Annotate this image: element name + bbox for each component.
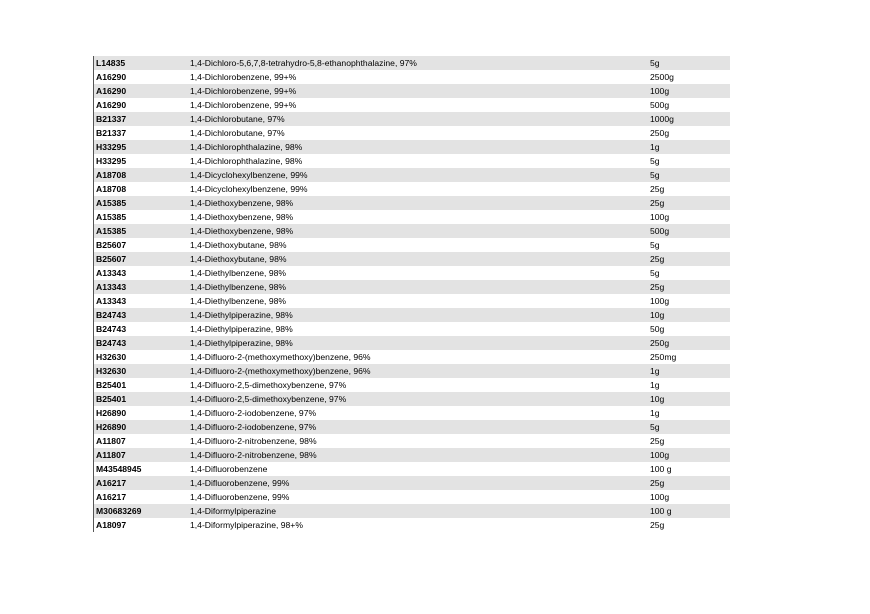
table-row bbox=[94, 476, 730, 490]
pack-size-cell: 100g bbox=[648, 448, 730, 462]
table-row bbox=[94, 378, 730, 392]
table-row bbox=[94, 112, 730, 126]
product-name-cell: 1,4-Dichlorophthalazine, 98% bbox=[188, 140, 648, 154]
product-code-cell: A18708 bbox=[94, 182, 188, 196]
product-code-cell: A16290 bbox=[94, 84, 188, 98]
pack-size-cell: 1g bbox=[648, 378, 730, 392]
table-row bbox=[94, 364, 730, 378]
product-name-cell: 1,4-Diethylbenzene, 98% bbox=[188, 294, 648, 308]
table-row bbox=[94, 392, 730, 406]
table-row bbox=[94, 490, 730, 504]
table-row bbox=[94, 504, 730, 518]
table-row bbox=[94, 168, 730, 182]
product-code-cell: B21337 bbox=[94, 112, 188, 126]
product-name-cell: 1,4-Difluoro-2,5-dimethoxybenzene, 97% bbox=[188, 392, 648, 406]
product-code-cell: B25607 bbox=[94, 252, 188, 266]
product-code-cell: A11807 bbox=[94, 448, 188, 462]
table-row bbox=[94, 98, 730, 112]
pack-size-cell: 1000g bbox=[648, 112, 730, 126]
pack-size-cell: 5g bbox=[648, 168, 730, 182]
product-code-cell: A13343 bbox=[94, 280, 188, 294]
product-code-cell: H32630 bbox=[94, 350, 188, 364]
pack-size-cell: 5g bbox=[648, 154, 730, 168]
product-name-cell: 1,4-Difluoro-2-iodobenzene, 97% bbox=[188, 406, 648, 420]
product-code-cell: A18097 bbox=[94, 518, 188, 532]
product-code-cell: A16290 bbox=[94, 70, 188, 84]
product-code-cell: A13343 bbox=[94, 266, 188, 280]
table-row bbox=[94, 350, 730, 364]
product-name-cell: 1,4-Diformylpiperazine bbox=[188, 504, 648, 518]
pack-size-cell: 25g bbox=[648, 518, 730, 532]
product-code-cell: M30683269 bbox=[94, 504, 188, 518]
product-code-cell: B24743 bbox=[94, 322, 188, 336]
product-name-cell: 1,4-Dicyclohexylbenzene, 99% bbox=[188, 168, 648, 182]
table-row bbox=[94, 280, 730, 294]
table-row bbox=[94, 56, 730, 70]
product-code-cell: A11807 bbox=[94, 434, 188, 448]
product-name-cell: 1,4-Diformylpiperazine, 98+% bbox=[188, 518, 648, 532]
table-row bbox=[94, 434, 730, 448]
product-code-cell: H26890 bbox=[94, 406, 188, 420]
table-row bbox=[94, 336, 730, 350]
pack-size-cell: 1g bbox=[648, 406, 730, 420]
pack-size-cell: 100g bbox=[648, 294, 730, 308]
product-code-cell: H33295 bbox=[94, 140, 188, 154]
product-name-cell: 1,4-Diethylpiperazine, 98% bbox=[188, 322, 648, 336]
pack-size-cell: 500g bbox=[648, 98, 730, 112]
product-name-cell: 1,4-Diethylbenzene, 98% bbox=[188, 280, 648, 294]
pack-size-cell: 500g bbox=[648, 224, 730, 238]
product-catalog-table bbox=[94, 56, 730, 532]
table-row bbox=[94, 196, 730, 210]
product-name-cell: 1,4-Diethylpiperazine, 98% bbox=[188, 308, 648, 322]
pack-size-cell: 25g bbox=[648, 182, 730, 196]
table-row bbox=[94, 518, 730, 532]
pack-size-cell: 5g bbox=[648, 238, 730, 252]
pack-size-cell: 1g bbox=[648, 140, 730, 154]
pack-size-cell: 25g bbox=[648, 280, 730, 294]
product-code-cell: B25401 bbox=[94, 392, 188, 406]
table-row bbox=[94, 224, 730, 238]
product-name-cell: 1,4-Difluoro-2-iodobenzene, 97% bbox=[188, 420, 648, 434]
product-name-cell: 1,4-Dichlorobenzene, 99+% bbox=[188, 70, 648, 84]
product-name-cell: 1,4-Diethylbenzene, 98% bbox=[188, 266, 648, 280]
product-code-cell: B24743 bbox=[94, 308, 188, 322]
table-row bbox=[94, 154, 730, 168]
product-name-cell: 1,4-Dicyclohexylbenzene, 99% bbox=[188, 182, 648, 196]
product-name-cell: 1,4-Diethoxybutane, 98% bbox=[188, 252, 648, 266]
table-row bbox=[94, 406, 730, 420]
pack-size-cell: 50g bbox=[648, 322, 730, 336]
pack-size-cell: 1g bbox=[648, 364, 730, 378]
table-row bbox=[94, 238, 730, 252]
pack-size-cell: 25g bbox=[648, 252, 730, 266]
pack-size-cell: 5g bbox=[648, 56, 730, 70]
product-name-cell: 1,4-Diethylpiperazine, 98% bbox=[188, 336, 648, 350]
table-row bbox=[94, 294, 730, 308]
table-row bbox=[94, 448, 730, 462]
pack-size-cell: 100g bbox=[648, 210, 730, 224]
product-code-cell: B25607 bbox=[94, 238, 188, 252]
product-name-cell: 1,4-Difluoro-2-(methoxymethoxy)benzene, 96% bbox=[188, 364, 648, 378]
product-code-cell: A16217 bbox=[94, 476, 188, 490]
product-code-cell: B24743 bbox=[94, 336, 188, 350]
product-name-cell: 1,4-Dichlorobenzene, 99+% bbox=[188, 98, 648, 112]
table-row bbox=[94, 210, 730, 224]
product-code-cell: A18708 bbox=[94, 168, 188, 182]
pack-size-cell: 100g bbox=[648, 490, 730, 504]
table-row bbox=[94, 182, 730, 196]
product-name-cell: 1,4-Difluoro-2-nitrobenzene, 98% bbox=[188, 448, 648, 462]
table-row bbox=[94, 140, 730, 154]
product-name-cell: 1,4-Diethoxybenzene, 98% bbox=[188, 210, 648, 224]
product-code-cell: B21337 bbox=[94, 126, 188, 140]
pack-size-cell: 250g bbox=[648, 336, 730, 350]
pack-size-cell: 100 g bbox=[648, 462, 730, 476]
pack-size-cell: 250mg bbox=[648, 350, 730, 364]
product-name-cell: 1,4-Difluoro-2-nitrobenzene, 98% bbox=[188, 434, 648, 448]
product-name-cell: 1,4-Diethoxybenzene, 98% bbox=[188, 196, 648, 210]
product-name-cell: 1,4-Dichlorobutane, 97% bbox=[188, 112, 648, 126]
pack-size-cell: 250g bbox=[648, 126, 730, 140]
product-name-cell: 1,4-Diethoxybenzene, 98% bbox=[188, 224, 648, 238]
product-code-cell: A16217 bbox=[94, 490, 188, 504]
pack-size-cell: 25g bbox=[648, 196, 730, 210]
product-code-cell: A15385 bbox=[94, 210, 188, 224]
pack-size-cell: 100g bbox=[648, 84, 730, 98]
pack-size-cell: 2500g bbox=[648, 70, 730, 84]
product-name-cell: 1,4-Dichloro-5,6,7,8-tetrahydro-5,8-ethanophthalazine, 97% bbox=[188, 56, 648, 70]
pack-size-cell: 25g bbox=[648, 434, 730, 448]
product-name-cell: 1,4-Difluorobenzene, 99% bbox=[188, 476, 648, 490]
product-name-cell: 1,4-Dichlorobutane, 97% bbox=[188, 126, 648, 140]
product-code-cell: A13343 bbox=[94, 294, 188, 308]
pack-size-cell: 10g bbox=[648, 392, 730, 406]
product-code-cell: A15385 bbox=[94, 196, 188, 210]
table-row bbox=[94, 462, 730, 476]
product-code-cell: A15385 bbox=[94, 224, 188, 238]
pack-size-cell: 5g bbox=[648, 420, 730, 434]
pack-size-cell: 100 g bbox=[648, 504, 730, 518]
pack-size-cell: 25g bbox=[648, 476, 730, 490]
product-code-cell: A16290 bbox=[94, 98, 188, 112]
product-code-cell: L14835 bbox=[94, 56, 188, 70]
table-row bbox=[94, 266, 730, 280]
product-name-cell: 1,4-Difluorobenzene, 99% bbox=[188, 490, 648, 504]
product-name-cell: 1,4-Diethoxybutane, 98% bbox=[188, 238, 648, 252]
product-code-cell: H33295 bbox=[94, 154, 188, 168]
product-code-cell: H32630 bbox=[94, 364, 188, 378]
table-row bbox=[94, 420, 730, 434]
product-name-cell: 1,4-Dichlorobenzene, 99+% bbox=[188, 84, 648, 98]
product-name-cell: 1,4-Difluoro-2-(methoxymethoxy)benzene, 96% bbox=[188, 350, 648, 364]
pack-size-cell: 5g bbox=[648, 266, 730, 280]
table-row bbox=[94, 322, 730, 336]
product-code-cell: B25401 bbox=[94, 378, 188, 392]
product-name-cell: 1,4-Difluorobenzene bbox=[188, 462, 648, 476]
product-code-cell: M43548945 bbox=[94, 462, 188, 476]
table-row bbox=[94, 252, 730, 266]
table-row bbox=[94, 308, 730, 322]
pack-size-cell: 10g bbox=[648, 308, 730, 322]
table-row bbox=[94, 126, 730, 140]
product-name-cell: 1,4-Difluoro-2,5-dimethoxybenzene, 97% bbox=[188, 378, 648, 392]
product-code-cell: H26890 bbox=[94, 420, 188, 434]
product-name-cell: 1,4-Dichlorophthalazine, 98% bbox=[188, 154, 648, 168]
table-row bbox=[94, 70, 730, 84]
table-row bbox=[94, 84, 730, 98]
